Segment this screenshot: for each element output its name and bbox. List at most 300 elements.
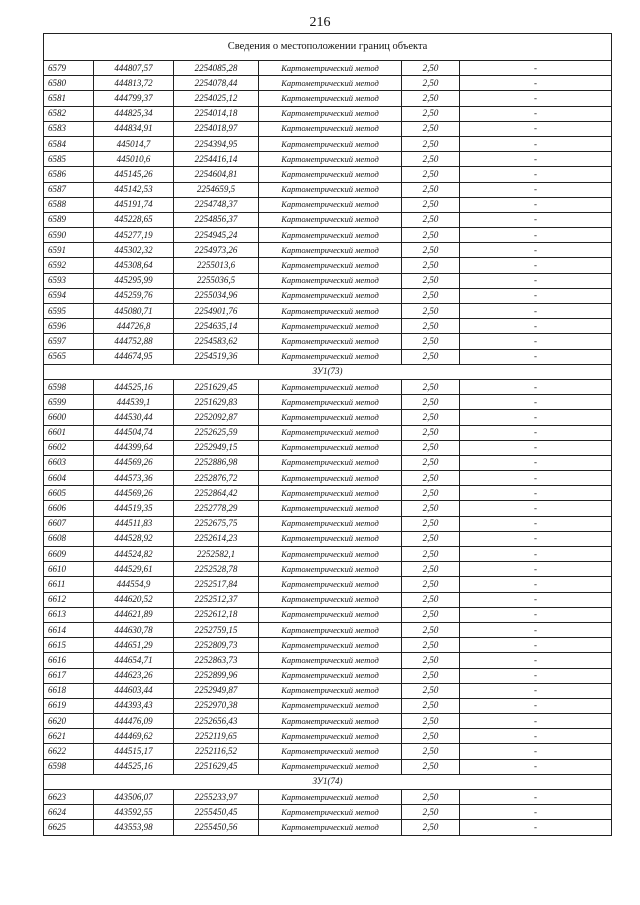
description-cell: - [460,455,612,470]
point-number: 6608 [44,531,94,546]
point-number: 6579 [44,61,94,76]
description-cell: - [460,486,612,501]
description-cell: - [460,607,612,622]
accuracy-cell: 2,50 [402,152,460,167]
point-number: 6618 [44,683,94,698]
accuracy-cell: 2,50 [402,820,460,835]
coordinate-y: 2252614,23 [174,531,259,546]
table-row [44,258,612,273]
coordinate-y: 2252886,98 [174,455,259,470]
description-cell: - [460,76,612,91]
description-cell: - [460,547,612,562]
accuracy-cell: 2,50 [402,136,460,151]
coordinate-x: 445259,76 [94,288,174,303]
table-row [44,136,612,151]
method-cell: Картометрический метод [259,167,402,182]
point-number: 6580 [44,76,94,91]
table-row [44,547,612,562]
point-number: 6606 [44,501,94,516]
description-cell: - [460,243,612,258]
description-cell: - [460,820,612,835]
table-row [44,76,612,91]
table-row [44,638,612,653]
point-number: 6605 [44,486,94,501]
accuracy-cell: 2,50 [402,61,460,76]
method-cell: Картометрический метод [259,805,402,820]
description-cell: - [460,577,612,592]
description-cell: - [460,592,612,607]
accuracy-cell: 2,50 [402,729,460,744]
method-cell: Картометрический метод [259,714,402,729]
method-cell: Картометрический метод [259,410,402,425]
point-number: 6600 [44,410,94,425]
coordinate-y: 2254085,28 [174,61,259,76]
coordinate-x: 445302,32 [94,243,174,258]
coordinate-y: 2252517,84 [174,577,259,592]
accuracy-cell: 2,50 [402,228,460,243]
coordinate-y: 2252656,43 [174,714,259,729]
table-row [44,790,612,805]
table-row [44,486,612,501]
point-number: 6597 [44,334,94,349]
description-cell: - [460,410,612,425]
accuracy-cell: 2,50 [402,273,460,288]
coordinate-y: 2251629,45 [174,759,259,774]
coordinate-y: 2252512,37 [174,592,259,607]
description-cell: - [460,212,612,227]
boundary-coordinates-table [43,33,612,836]
table-row [44,319,612,334]
coordinate-y: 2255450,56 [174,820,259,835]
accuracy-cell: 2,50 [402,714,460,729]
description-cell: - [460,121,612,136]
coordinate-y: 2252759,15 [174,622,259,637]
method-cell: Картометрический метод [259,91,402,106]
point-number: 6617 [44,668,94,683]
table-row [44,501,612,516]
point-number: 6592 [44,258,94,273]
point-number: 6619 [44,698,94,713]
point-number: 6616 [44,653,94,668]
method-cell: Картометрический метод [259,622,402,637]
coordinate-x: 444630,78 [94,622,174,637]
table-row [44,562,612,577]
point-number: 6602 [44,440,94,455]
method-cell: Картометрический метод [259,182,402,197]
method-cell: Картометрический метод [259,152,402,167]
table-row [44,167,612,182]
coordinate-x: 444620,52 [94,592,174,607]
coordinate-x: 444726,8 [94,319,174,334]
coordinate-x: 444476,09 [94,714,174,729]
method-cell: Картометрический метод [259,562,402,577]
coordinate-x: 445228,65 [94,212,174,227]
coordinate-x: 444511,83 [94,516,174,531]
accuracy-cell: 2,50 [402,638,460,653]
method-cell: Картометрический метод [259,136,402,151]
coordinate-x: 444393,43 [94,698,174,713]
description-cell: - [460,273,612,288]
accuracy-cell: 2,50 [402,212,460,227]
coordinate-y: 2254018,97 [174,121,259,136]
coordinate-y: 2254901,76 [174,304,259,319]
point-number: 6596 [44,319,94,334]
description-cell: - [460,698,612,713]
coordinate-x: 444525,16 [94,379,174,394]
accuracy-cell: 2,50 [402,319,460,334]
method-cell: Картометрический метод [259,273,402,288]
coordinate-y: 2254659,5 [174,182,259,197]
method-cell: Картометрический метод [259,395,402,410]
table-row [44,714,612,729]
boundary-table-container [43,33,611,836]
point-number: 6614 [44,622,94,637]
table-row [44,197,612,212]
method-cell: Картометрический метод [259,653,402,668]
method-cell: Картометрический метод [259,349,402,364]
table-row [44,304,612,319]
coordinate-x: 444807,57 [94,61,174,76]
coordinate-y: 2254014,18 [174,106,259,121]
method-cell: Картометрический метод [259,471,402,486]
table-row [44,61,612,76]
coordinate-x: 444529,61 [94,562,174,577]
description-cell: - [460,562,612,577]
method-cell: Картометрический метод [259,121,402,136]
method-cell: Картометрический метод [259,243,402,258]
table-row [44,607,612,622]
point-number: 6624 [44,805,94,820]
accuracy-cell: 2,50 [402,653,460,668]
coordinate-x: 443592,55 [94,805,174,820]
coordinate-x: 444528,92 [94,531,174,546]
description-cell: - [460,622,612,637]
coordinate-y: 2254604,81 [174,167,259,182]
coordinate-y: 2251629,83 [174,395,259,410]
point-number: 6601 [44,425,94,440]
method-cell: Картометрический метод [259,61,402,76]
method-cell: Картометрический метод [259,212,402,227]
accuracy-cell: 2,50 [402,91,460,106]
accuracy-cell: 2,50 [402,759,460,774]
accuracy-cell: 2,50 [402,440,460,455]
description-cell: - [460,334,612,349]
method-cell: Картометрический метод [259,258,402,273]
point-number: 6587 [44,182,94,197]
description-cell: - [460,531,612,546]
table-row [44,212,612,227]
point-number: 6623 [44,790,94,805]
description-cell: - [460,91,612,106]
method-cell: Картометрический метод [259,531,402,546]
description-cell: - [460,319,612,334]
coordinate-x: 444539,1 [94,395,174,410]
method-cell: Картометрический метод [259,607,402,622]
method-cell: Картометрический метод [259,76,402,91]
coordinate-y: 2254945,24 [174,228,259,243]
accuracy-cell: 2,50 [402,486,460,501]
table-row [44,440,612,455]
coordinate-y: 2252949,15 [174,440,259,455]
method-cell: Картометрический метод [259,334,402,349]
accuracy-cell: 2,50 [402,243,460,258]
coordinate-x: 444469,62 [94,729,174,744]
point-number: 6595 [44,304,94,319]
point-number: 6607 [44,516,94,531]
coordinate-x: 444524,82 [94,547,174,562]
point-number: 6588 [44,197,94,212]
method-cell: Картометрический метод [259,501,402,516]
accuracy-cell: 2,50 [402,516,460,531]
table-row [44,805,612,820]
method-cell: Картометрический метод [259,698,402,713]
description-cell: - [460,501,612,516]
method-cell: Картометрический метод [259,425,402,440]
table-row [44,592,612,607]
coordinate-x: 444623,26 [94,668,174,683]
method-cell: Картометрический метод [259,820,402,835]
point-number: 6582 [44,106,94,121]
coordinate-x: 444651,29 [94,638,174,653]
point-number: 6599 [44,395,94,410]
description-cell: - [460,440,612,455]
accuracy-cell: 2,50 [402,258,460,273]
page-number: 216 [309,15,331,30]
accuracy-cell: 2,50 [402,683,460,698]
description-cell: - [460,683,612,698]
description-cell: - [460,182,612,197]
accuracy-cell: 2,50 [402,562,460,577]
point-number: 6612 [44,592,94,607]
description-cell: - [460,136,612,151]
coordinate-y: 2252612,18 [174,607,259,622]
description-cell: - [460,759,612,774]
table-row [44,395,612,410]
method-cell: Картометрический метод [259,790,402,805]
method-cell: Картометрический метод [259,668,402,683]
accuracy-cell: 2,50 [402,471,460,486]
table-row [44,106,612,121]
coordinate-y: 2254583,62 [174,334,259,349]
table-row [44,273,612,288]
accuracy-cell: 2,50 [402,744,460,759]
description-cell: - [460,61,612,76]
point-number: 6593 [44,273,94,288]
point-number: 6589 [44,212,94,227]
method-cell: Картометрический метод [259,455,402,470]
description-cell: - [460,167,612,182]
point-number: 6611 [44,577,94,592]
description-cell: - [460,744,612,759]
accuracy-cell: 2,50 [402,592,460,607]
coordinate-y: 2252899,96 [174,668,259,683]
coordinate-y: 2255013,6 [174,258,259,273]
method-cell: Картометрический метод [259,379,402,394]
point-number: 6590 [44,228,94,243]
accuracy-cell: 2,50 [402,334,460,349]
accuracy-cell: 2,50 [402,577,460,592]
point-number: 6613 [44,607,94,622]
coordinate-x: 444603,44 [94,683,174,698]
coordinate-y: 2252582,1 [174,547,259,562]
section-header-row [44,774,612,789]
coordinate-x: 445145,26 [94,167,174,182]
coordinate-x: 445014,7 [94,136,174,151]
point-number: 6598 [44,759,94,774]
table-row [44,516,612,531]
coordinate-x: 445191,74 [94,197,174,212]
point-number: 6583 [44,121,94,136]
coordinate-x: 444569,26 [94,486,174,501]
coordinate-y: 2252625,59 [174,425,259,440]
description-cell: - [460,516,612,531]
method-cell: Картометрический метод [259,759,402,774]
coordinate-x: 445308,64 [94,258,174,273]
coordinate-x: 444525,16 [94,759,174,774]
point-number: 6610 [44,562,94,577]
description-cell: - [460,152,612,167]
section-label: ЗУ1(74) [44,774,612,789]
method-cell: Картометрический метод [259,106,402,121]
table-row [44,471,612,486]
point-number: 6581 [44,91,94,106]
description-cell: - [460,379,612,394]
point-number: 6604 [44,471,94,486]
point-number: 6594 [44,288,94,303]
accuracy-cell: 2,50 [402,790,460,805]
coordinate-y: 2255036,5 [174,273,259,288]
coordinate-x: 444554,9 [94,577,174,592]
coordinate-x: 445295,99 [94,273,174,288]
coordinate-y: 2254856,37 [174,212,259,227]
table-row [44,152,612,167]
accuracy-cell: 2,50 [402,106,460,121]
method-cell: Картометрический метод [259,319,402,334]
table-row [44,288,612,303]
method-cell: Картометрический метод [259,228,402,243]
description-cell: - [460,288,612,303]
coordinate-y: 2255450,45 [174,805,259,820]
accuracy-cell: 2,50 [402,379,460,394]
description-cell: - [460,425,612,440]
coordinate-x: 444752,88 [94,334,174,349]
point-number: 6598 [44,379,94,394]
table-row [44,334,612,349]
accuracy-cell: 2,50 [402,668,460,683]
table-row [44,379,612,394]
point-number: 6620 [44,714,94,729]
accuracy-cell: 2,50 [402,622,460,637]
coordinate-x: 444834,91 [94,121,174,136]
method-cell: Картометрический метод [259,638,402,653]
method-cell: Картометрический метод [259,592,402,607]
table-row [44,698,612,713]
point-number: 6585 [44,152,94,167]
coordinate-x: 444654,71 [94,653,174,668]
coordinate-x: 444813,72 [94,76,174,91]
point-number: 6603 [44,455,94,470]
point-number: 6625 [44,820,94,835]
description-cell: - [460,106,612,121]
accuracy-cell: 2,50 [402,395,460,410]
table-row [44,622,612,637]
coordinate-y: 2254973,26 [174,243,259,258]
accuracy-cell: 2,50 [402,182,460,197]
table-title: Сведения о местоположении границ объекта [44,34,612,61]
coordinate-y: 2255034,96 [174,288,259,303]
coordinate-y: 2254025,12 [174,91,259,106]
method-cell: Картометрический метод [259,744,402,759]
point-number: 6615 [44,638,94,653]
table-row [44,91,612,106]
description-cell: - [460,395,612,410]
table-row [44,121,612,136]
method-cell: Картометрический метод [259,288,402,303]
coordinate-y: 2252864,42 [174,486,259,501]
table-title-row [44,34,612,61]
point-number: 6565 [44,349,94,364]
table-row [44,683,612,698]
coordinate-y: 2252116,52 [174,744,259,759]
table-row [44,349,612,364]
method-cell: Картометрический метод [259,547,402,562]
table-row [44,653,612,668]
section-label: ЗУ1(73) [44,364,612,379]
accuracy-cell: 2,50 [402,121,460,136]
description-cell: - [460,805,612,820]
coordinate-y: 2252528,78 [174,562,259,577]
coordinate-x: 444530,44 [94,410,174,425]
accuracy-cell: 2,50 [402,304,460,319]
description-cell: - [460,197,612,212]
point-number: 6586 [44,167,94,182]
point-number: 6621 [44,729,94,744]
description-cell: - [460,714,612,729]
coordinate-x: 444519,35 [94,501,174,516]
description-cell: - [460,471,612,486]
coordinate-y: 2254519,36 [174,349,259,364]
point-number: 6622 [44,744,94,759]
point-number: 6609 [44,547,94,562]
coordinate-y: 2252092,87 [174,410,259,425]
table-row [44,759,612,774]
coordinate-y: 2252876,72 [174,471,259,486]
table-row [44,182,612,197]
description-cell: - [460,258,612,273]
description-cell: - [460,638,612,653]
description-cell: - [460,304,612,319]
coordinate-x: 443506,07 [94,790,174,805]
accuracy-cell: 2,50 [402,167,460,182]
description-cell: - [460,790,612,805]
accuracy-cell: 2,50 [402,349,460,364]
table-row [44,410,612,425]
coordinate-y: 2251629,45 [174,379,259,394]
coordinate-y: 2252778,29 [174,501,259,516]
accuracy-cell: 2,50 [402,76,460,91]
coordinate-x: 445080,71 [94,304,174,319]
description-cell: - [460,653,612,668]
coordinate-y: 2252119,65 [174,729,259,744]
coordinate-x: 443553,98 [94,820,174,835]
coordinate-x: 444825,34 [94,106,174,121]
coordinate-x: 444399,64 [94,440,174,455]
table-row [44,820,612,835]
table-row [44,668,612,683]
coordinate-y: 2252949,87 [174,683,259,698]
coordinate-y: 2252970,38 [174,698,259,713]
method-cell: Картометрический метод [259,516,402,531]
